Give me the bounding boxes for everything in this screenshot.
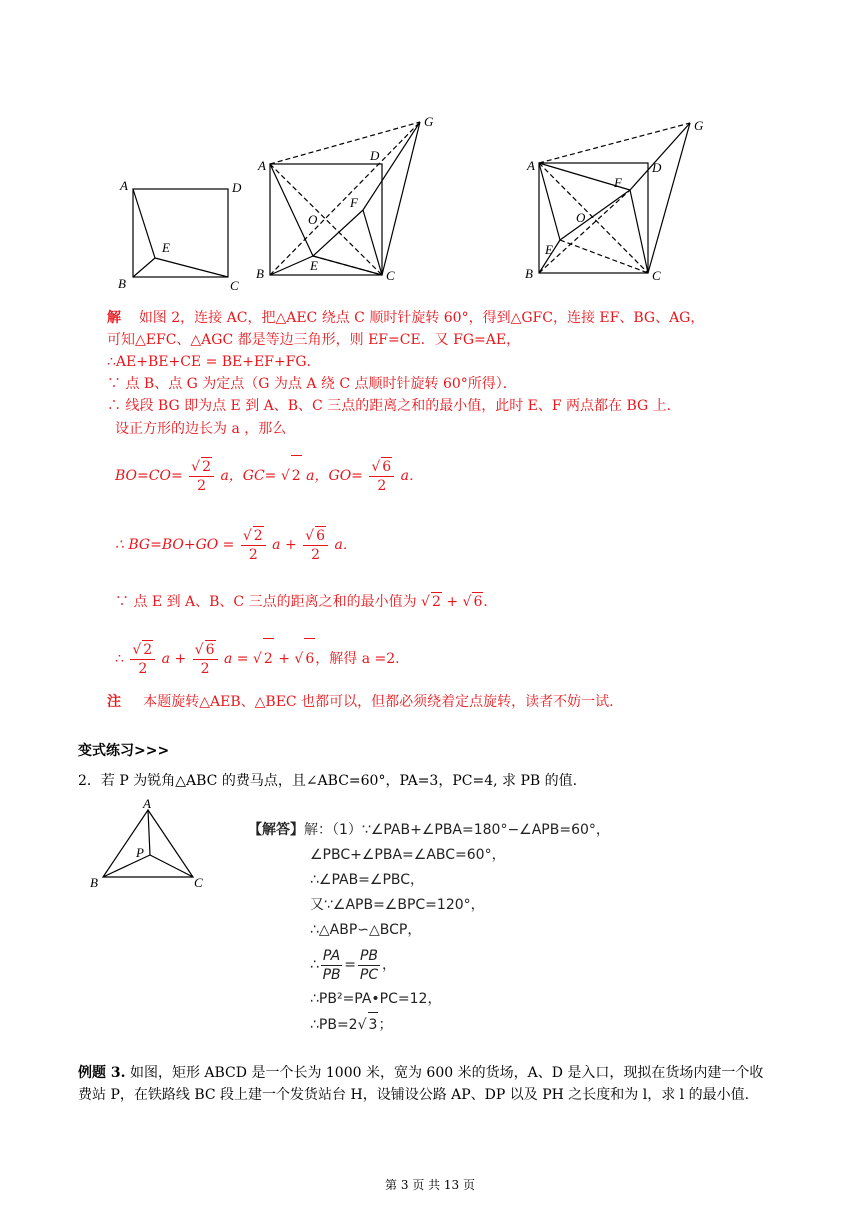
fig3-label-C: C — [652, 268, 661, 283]
fig2-label-F: F — [350, 195, 358, 210]
practice-question: 2．若 P 为锐角△ABC 的费马点，且∠ABC=60°，PA=3，PC=4, 求 PB 的值. — [78, 773, 578, 789]
fig1-label-B: B — [118, 276, 126, 291]
equation-1: BO=CO= $\frac{√ 2}{2}$ a，GC= √ 2 a，GO= $\frac{√ 6}{2}$ a． — [115, 455, 423, 496]
solution-line-5: ∴ 线段 BG 即为点 E 到 A、B、C 三点的距离之和的最小值，此时 E、F 两点都在 BG 上． — [107, 398, 681, 414]
fig2-label-G: G — [424, 114, 434, 129]
solution-line-1 — [107, 309, 704, 327]
fig2-label-D: D — [370, 148, 380, 163]
fig3-label-B: B — [525, 266, 533, 281]
equation-3: ∵ 点 E 到 A、B、C 三点的距离之和的最小值为 √ 2 + √ 6． — [115, 594, 498, 610]
fig1-label-A: A — [120, 178, 128, 193]
solution-line-6: 设正方形的边长为 a ，那么 — [115, 421, 287, 437]
example-3-line-2: 费站 P，在铁路线 BC 段上建一个发货站台 H，设铺设公路 AP、DP 以及 PH 之长度和为 l，求 l 的最小值. — [78, 1087, 750, 1103]
figure-3 — [539, 123, 690, 273]
equation-4: ∴ $\frac{√ 2}{2}$ a + $\frac{√ 6}{2}$ a = √ 2 + √ 6，解得 a =2. — [115, 638, 400, 679]
practice-heading: 变式练习>>> — [78, 743, 170, 759]
tri-label-P: P — [136, 845, 144, 860]
solution-line-2: 可知△EFC、△AGC 都是等边三角形，则 EF=CE．又 FG=AE， — [107, 332, 521, 348]
tri-label-C: C — [194, 875, 203, 890]
note-line — [107, 693, 614, 711]
fraction-sqrt6-over-2: $\frac{√ 6}{2}$ — [369, 457, 394, 495]
geometry-figures — [0, 100, 860, 300]
practice-answer: 【解答】解：（1）∵∠PAB+∠PBA=180°−∠APB=60°， ∠PBC+∠PBA=∠ABC=60°， ∴∠PAB=∠PBC， 又∵∠APB=∠BPC=120°， ∴△ABP∽△BCP， ∴ $\frac{PA}{PB}$ = $\frac{PB}{PC}$ ， ∴PB²=PA•PC=12， ∴PB=2√ 3； — [248, 818, 610, 1038]
fig2-label-A: A — [258, 158, 266, 173]
fig3-label-F: F — [614, 175, 622, 190]
solution-label: 解 — [107, 310, 121, 326]
fig1-label-C: C — [230, 278, 239, 293]
fig3-label-D: D — [652, 160, 662, 175]
tri-label-B: B — [90, 875, 98, 890]
fig3-label-A: A — [527, 158, 535, 173]
fig3-label-E: E — [545, 242, 553, 257]
solution-line-4: ∵ 点 B、点 G 为定点（G 为点 A 绕 C 点顺时针旋转 60°所得）． — [107, 376, 517, 392]
fig2-label-C: C — [386, 268, 395, 283]
practice-triangle-figure — [80, 795, 220, 895]
fig1-label-D: D — [232, 180, 242, 195]
answer-label: 【解答】 — [248, 822, 304, 838]
example-3-label: 例题 3. — [78, 1065, 126, 1081]
answer-fraction-line: ∴ $\frac{PA}{PB}$ = $\frac{PB}{PC}$ ， — [310, 947, 397, 983]
fig1-label-E: E — [162, 240, 170, 255]
tri-label-A: A — [143, 796, 151, 811]
solution-line-3: ∴AE+BE+CE = BE+EF+FG． — [107, 354, 321, 370]
solution-text-1: 如图 2，连接 AC，把△AEC 绕点 C 顺时针旋转 60°，得到△GFC，连接 EF、BG、AG， — [138, 310, 705, 326]
example-3-line-1: 例题 3. 如图，矩形 ABCD 是一个长为 1000 米，宽为 600 米的货场，A、D 是入口，现拟在货场内建一个收 — [78, 1065, 764, 1081]
equation-2: ∴ BG=BO+GO = $\frac{√ 2}{2}$ a + $\frac{√ 6}{2}$ a． — [115, 528, 357, 563]
fraction-sqrt2-over-2: $\frac{√ 2}{2}$ — [189, 457, 214, 495]
fig2-label-B: B — [256, 266, 264, 281]
page-footer: 第 3 页 共 13 页 — [385, 1178, 475, 1192]
fig2-label-E: E — [310, 258, 318, 273]
fig2-label-O: O — [308, 212, 318, 227]
note-text: 本题旋转△AEB、△BEC 也都可以，但都必须绕着定点旋转，读者不妨一试. — [143, 694, 614, 710]
note-label: 注 — [107, 694, 121, 710]
fig3-label-O: O — [576, 210, 586, 225]
fig3-label-G: G — [694, 118, 704, 133]
figure-1 — [133, 189, 228, 277]
figure-2 — [270, 122, 420, 275]
